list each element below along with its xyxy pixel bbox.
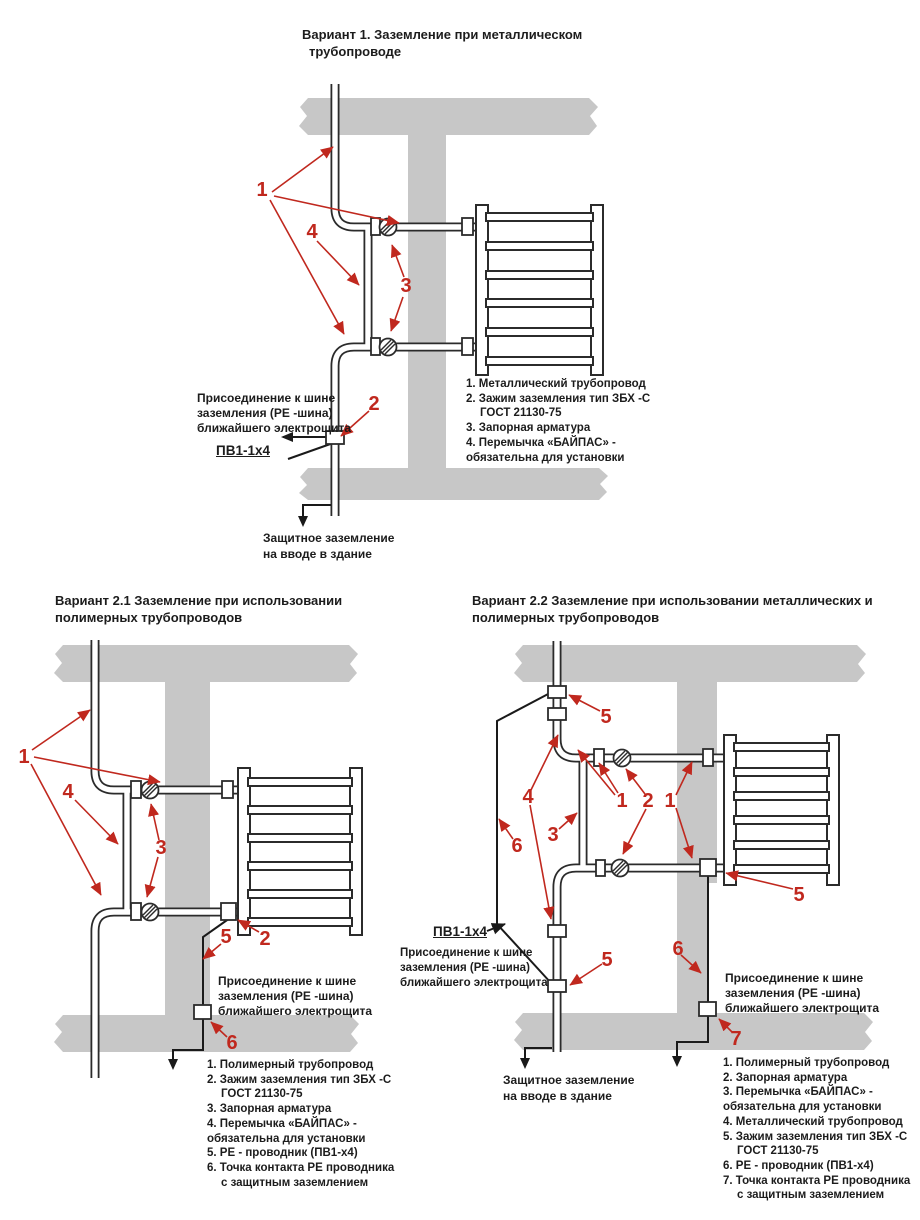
v1-title-line2: трубопроводе xyxy=(309,43,402,59)
v22-title-line1: Вариант 2.2 Заземление при использовании металлических и xyxy=(472,593,873,608)
legend-line: 2. Запорная арматура xyxy=(723,1071,848,1084)
v22-callout-5-bottom: 5 xyxy=(601,949,613,971)
legend-line: ГОСТ 21130-75 xyxy=(221,1088,303,1101)
annotation-line: ближайшего электрощита xyxy=(218,1004,373,1018)
v1-wire-label: ПВ1-1х4 xyxy=(216,443,270,458)
legend-line: обязательна для установки xyxy=(723,1101,882,1114)
annotation-line: заземления (PE -шина) xyxy=(725,986,861,1000)
v21-callout-5: 5 xyxy=(220,926,232,948)
v21-valve-bottom xyxy=(142,904,159,921)
annotation-line: Присоединение к шине xyxy=(725,971,864,985)
v22-riser-clamp-4 xyxy=(548,980,566,992)
v22-ground-clamp xyxy=(700,859,716,876)
v21-title-line2: полимерных трубопроводов xyxy=(55,609,243,625)
v22-callout-7: 7 xyxy=(730,1028,742,1050)
v22-title-line2: полимерных трубопроводов xyxy=(472,609,660,625)
v21-callout-6: 6 xyxy=(226,1032,238,1054)
v21-radiator xyxy=(238,768,362,935)
v1-callout-1: 1 xyxy=(256,179,268,201)
v1-callout-4: 4 xyxy=(306,221,318,243)
legend-line: 3. Запорная арматура xyxy=(207,1103,332,1116)
legend-line: обязательна для установки xyxy=(207,1132,366,1145)
legend-line: ГОСТ 21130-75 xyxy=(737,1145,819,1158)
legend-line: 1. Полимерный трубопровод xyxy=(723,1057,890,1069)
legend-line: 4. Перемычка «БАЙПАС» - xyxy=(207,1117,357,1130)
annotation-line: ближайшего электрощита xyxy=(725,1001,880,1015)
v1-pe-bus-annotation xyxy=(197,391,351,436)
v22-riser-clamp-1 xyxy=(548,686,566,698)
v22-callout-6-left: 6 xyxy=(511,835,523,857)
v21-callout-1: 1 xyxy=(18,746,30,768)
ground-line: Защитное заземление xyxy=(503,1073,635,1087)
v22-callout-2: 2 xyxy=(642,790,654,812)
legend-line: 7. Точка контакта PE проводника xyxy=(723,1174,911,1187)
v21-callout-3: 3 xyxy=(155,837,167,859)
v22-callout-1b: 1 xyxy=(664,790,676,812)
v22-callout-6-right: 6 xyxy=(672,938,684,960)
annotation-line: Присоединение к шине xyxy=(218,974,357,988)
legend-line: с защитным заземлением xyxy=(221,1176,369,1189)
legend-line: 6. PE - проводник (ПВ1-х4) xyxy=(723,1159,874,1172)
legend-line: 1. Металлический трубопровод xyxy=(466,378,646,390)
annotation-line: заземления (PE -шина) xyxy=(400,962,530,974)
v1-title-line1: Вариант 1. Заземление при металлическом xyxy=(302,27,583,42)
v1-callout-2: 2 xyxy=(368,393,380,415)
v22-callout-1a: 1 xyxy=(616,790,628,812)
v22-callout-3: 3 xyxy=(547,824,559,846)
v22-pe-bus-annotation-right xyxy=(725,971,879,1016)
v1-callout-3: 3 xyxy=(400,275,412,297)
v21-valve-top xyxy=(142,782,159,799)
v21-contact-box xyxy=(194,1005,211,1019)
annotation-line: заземления (PE -шина) xyxy=(197,406,333,420)
legend-line: 3. Запорная арматура xyxy=(466,422,591,435)
annotation-line: заземления (PE -шина) xyxy=(218,989,354,1003)
legend-line: 5. Зажим заземления тип ЗБХ -С xyxy=(723,1130,908,1143)
legend-line: обязательна для установки xyxy=(466,451,625,464)
legend-line: 4. Металлический трубопровод xyxy=(723,1115,903,1128)
v21-title xyxy=(55,593,342,626)
v1-valve-bottom xyxy=(380,339,397,356)
v22-valve-bottom xyxy=(612,860,629,877)
annotation-line: Присоединение к шине xyxy=(400,947,533,959)
legend-line: 1. Полимерный трубопровод xyxy=(207,1059,374,1071)
v21-pe-bus-annotation xyxy=(218,974,372,1019)
v1-title xyxy=(302,27,582,60)
v22-title xyxy=(472,593,873,626)
v22-callout-5-top: 5 xyxy=(600,706,612,728)
ground-line: на вводе в здание xyxy=(263,546,372,561)
v1-radiator xyxy=(476,205,603,375)
v22-conductor-bottom xyxy=(520,1048,552,1069)
v22-valve-top xyxy=(614,750,631,767)
ground-line: на вводе в здание xyxy=(503,1088,612,1103)
legend-line: 2. Зажим заземления тип ЗБХ -С xyxy=(207,1073,392,1086)
v22-ground-label xyxy=(503,1073,634,1104)
v22-legend xyxy=(723,1056,910,1203)
v21-title-line1: Вариант 2.1 Заземление при использовании xyxy=(55,593,343,608)
v21-legend xyxy=(207,1058,394,1190)
v22-riser-clamp-3 xyxy=(548,925,566,937)
v22-callout-5-right: 5 xyxy=(793,884,805,906)
legend-line: 4. Перемычка «БАЙПАС» - xyxy=(466,436,616,449)
v22-radiator xyxy=(724,735,839,885)
annotation-line: ближайшего электрощита xyxy=(400,977,548,989)
v22-wire-label: ПВ1-1х4 xyxy=(433,924,487,939)
v1-pipework xyxy=(335,84,478,516)
legend-line: 2. Зажим заземления тип ЗБХ -С xyxy=(466,392,651,405)
legend-line: 6. Точка контакта PE проводника xyxy=(207,1161,395,1174)
v1-ground-label xyxy=(263,531,394,562)
legend-line: 5. PE - проводник (ПВ1-х4) xyxy=(207,1147,358,1160)
v21-callout-2: 2 xyxy=(259,928,271,950)
v21-callout-4: 4 xyxy=(62,781,74,803)
v22-pe-bus-annotation-left xyxy=(400,946,548,991)
legend-line: ГОСТ 21130-75 xyxy=(480,407,562,420)
v22-callout-4: 4 xyxy=(522,786,534,808)
annotation-line: Присоединение к шине xyxy=(197,391,336,405)
v22-contact-box xyxy=(699,1002,716,1016)
legend-line: с защитным заземлением xyxy=(737,1189,885,1202)
legend-line: 3. Перемычка «БАЙПАС» - xyxy=(723,1086,873,1099)
ground-line: Защитное заземление xyxy=(263,531,395,545)
v1-legend xyxy=(466,377,650,465)
v22-riser-clamp-2 xyxy=(548,708,566,720)
v21-ground-clamp xyxy=(221,903,236,920)
annotation-line: ближайшего электрощита xyxy=(197,421,352,435)
